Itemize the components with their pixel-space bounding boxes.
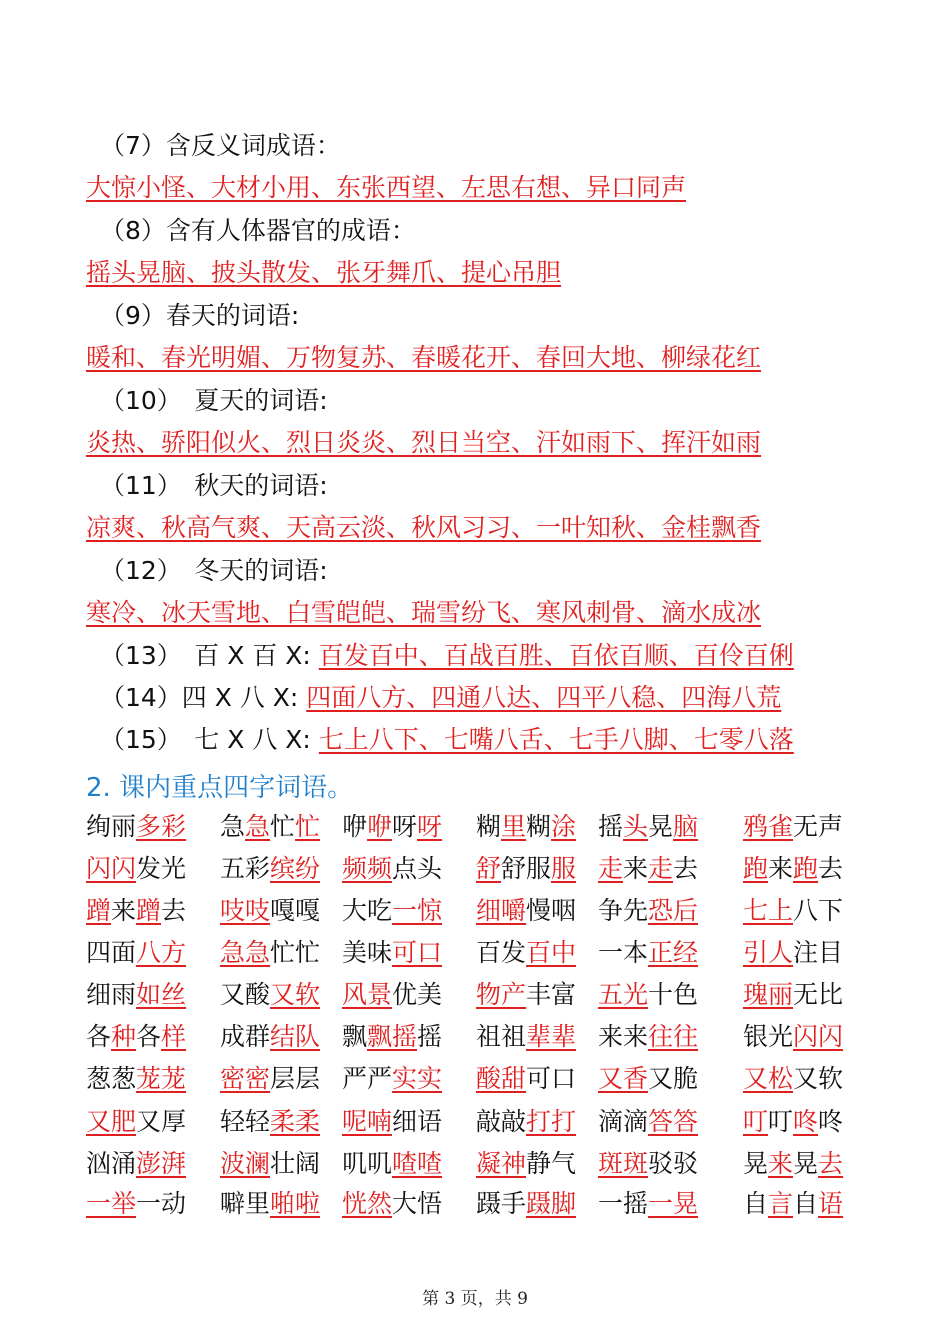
vocab-word xyxy=(342,852,442,886)
vocab-given-segment: 一本 xyxy=(598,938,649,967)
vocab-given-segment: 敲敲 xyxy=(476,1107,527,1136)
vocab-given-segment: 一动 xyxy=(136,1189,187,1218)
vocab-answer-segment: 舒 xyxy=(476,854,502,883)
vocab-given-segment: 严严 xyxy=(342,1064,393,1093)
vocab-word xyxy=(743,852,843,886)
vocab-answer-segment: 打打 xyxy=(526,1107,577,1136)
vocab-word xyxy=(598,1147,698,1181)
vocab-word xyxy=(342,1147,442,1181)
vocab-word xyxy=(220,810,320,844)
vocab-given-segment: 晃 xyxy=(743,1149,769,1178)
vocab-word xyxy=(476,1187,576,1221)
vocab-given-segment: 十色 xyxy=(648,980,699,1009)
vocab-word xyxy=(476,1062,576,1096)
vocab-given-segment: 细雨 xyxy=(86,980,137,1009)
vocab-answer-segment: 茏茏 xyxy=(136,1064,187,1093)
vocab-answer-segment: 凝神 xyxy=(476,1149,527,1178)
vocab-word xyxy=(476,1020,576,1054)
vocab-given-segment: 大悟 xyxy=(392,1189,443,1218)
vocab-word xyxy=(342,810,442,844)
vocab-answer-segment: 来 xyxy=(768,1149,794,1178)
vocab-answer-segment: 缤纷 xyxy=(270,854,321,883)
page-footer: 第 3 页，共 9 xyxy=(422,1289,528,1309)
pattern-14-label: （14）四 X 八 X: xyxy=(100,683,307,712)
vocab-word xyxy=(476,810,576,844)
vocab-answer-segment: 斑斑 xyxy=(598,1149,649,1178)
vocab-given-segment: 美味 xyxy=(342,938,393,967)
vocab-given-segment: 轻轻 xyxy=(220,1107,271,1136)
vocab-answer-segment: 又香 xyxy=(598,1064,649,1093)
vocab-word xyxy=(342,894,442,928)
section-12-answer: 寒冷、冰天雪地、白雪皑皑、瑞雪纷飞、寒风刺骨、滴水成冰 xyxy=(86,598,762,627)
vocab-given-segment: 一摇 xyxy=(598,1189,649,1218)
vocab-answer-segment: 七上 xyxy=(743,896,794,925)
vocab-answer-segment: 涂 xyxy=(551,812,577,841)
vocab-given-segment: 各 xyxy=(136,1022,162,1051)
vocab-given-segment: 蹑手 xyxy=(476,1189,527,1218)
vocab-given-segment: 丰富 xyxy=(526,980,577,1009)
vocab-word xyxy=(86,936,186,970)
vocab-answer-segment: 一惊 xyxy=(392,896,443,925)
pattern-15-label: （15） 七 X 八 X: xyxy=(100,725,319,754)
vocab-answer-segment: 酸甜 xyxy=(476,1064,527,1093)
pattern-14 xyxy=(100,682,781,714)
vocab-answer-segment: 密密 xyxy=(220,1064,271,1093)
vocab-given-segment: 急 xyxy=(220,812,246,841)
section-2-heading: 2. 课内重点四字词语。 xyxy=(86,773,354,803)
vocab-given-segment: 静气 xyxy=(526,1149,577,1178)
vocab-given-segment: 可口 xyxy=(526,1064,577,1093)
vocab-answer-segment: 风景 xyxy=(342,980,393,1009)
vocab-given-segment: 又酸 xyxy=(220,980,271,1009)
vocab-answer-segment: 去 xyxy=(818,1149,844,1178)
section-9-answer: 暖和、春光明媚、万物复苏、春暖花开、春回大地、柳绿花红 xyxy=(86,343,762,372)
vocab-answer-segment: 走 xyxy=(598,854,624,883)
vocab-answer-segment: 百中 xyxy=(526,938,577,967)
vocab-given-segment: 噼里 xyxy=(220,1189,271,1218)
vocab-given-segment: 绚丽 xyxy=(86,812,137,841)
vocab-word xyxy=(598,852,698,886)
vocab-given-segment: 注目 xyxy=(793,938,844,967)
vocab-answer-segment: 咚 xyxy=(793,1107,819,1136)
vocab-answer-segment: 闪闪 xyxy=(793,1022,844,1051)
vocab-given-segment: 银光 xyxy=(743,1022,794,1051)
vocab-answer-segment: 啪啦 xyxy=(270,1189,321,1218)
vocab-answer-segment: 又软 xyxy=(270,980,321,1009)
vocab-given-segment: 晃 xyxy=(648,812,674,841)
vocab-word xyxy=(598,936,698,970)
pattern-13 xyxy=(100,640,794,672)
vocab-word xyxy=(598,1062,698,1096)
vocab-given-segment: 来 xyxy=(111,896,137,925)
vocab-answer-segment: 头 xyxy=(623,812,649,841)
vocab-answer-segment: 恐后 xyxy=(648,896,699,925)
vocab-answer-segment: 飘摇 xyxy=(367,1022,418,1051)
vocab-answer-segment: 结队 xyxy=(270,1022,321,1051)
vocab-word xyxy=(220,1187,320,1221)
vocab-word xyxy=(86,1187,186,1221)
vocab-answer-segment: 多彩 xyxy=(136,812,187,841)
vocab-given-segment: 五彩 xyxy=(220,854,271,883)
vocab-word xyxy=(743,1020,843,1054)
vocab-given-segment: 四面 xyxy=(86,938,137,967)
vocab-given-segment: 各 xyxy=(86,1022,112,1051)
vocab-word xyxy=(342,936,442,970)
vocab-answer-segment: 可口 xyxy=(392,938,443,967)
vocab-answer-segment: 叮 xyxy=(743,1107,769,1136)
vocab-given-segment: 成群 xyxy=(220,1022,271,1051)
vocab-given-segment: 糊 xyxy=(526,812,552,841)
vocab-word xyxy=(220,1105,320,1139)
vocab-answer-segment: 闪闪 xyxy=(86,854,137,883)
vocab-given-segment: 去 xyxy=(673,854,699,883)
pattern-15-answer: 七上八下、七嘴八舌、七手八脚、七零八落 xyxy=(318,725,794,754)
vocab-word xyxy=(86,978,186,1012)
vocab-answer-segment: 正经 xyxy=(648,938,699,967)
vocab-word xyxy=(220,978,320,1012)
vocab-given-segment: 自 xyxy=(793,1189,819,1218)
vocab-given-segment: 自 xyxy=(743,1189,769,1218)
vocab-answer-segment: 跑 xyxy=(793,854,819,883)
vocab-given-segment: 去 xyxy=(818,854,844,883)
vocab-word xyxy=(342,1062,442,1096)
vocab-answer-segment: 喳喳 xyxy=(392,1149,443,1178)
vocab-answer-segment: 服 xyxy=(551,854,577,883)
vocab-given-segment: 争先 xyxy=(598,896,649,925)
vocab-given-segment: 飘 xyxy=(342,1022,368,1051)
vocab-word xyxy=(743,1062,843,1096)
vocab-word xyxy=(342,1187,442,1221)
pattern-15 xyxy=(100,724,794,756)
section-12-label: （12） 冬天的词语: xyxy=(100,556,328,585)
vocab-given-segment: 又厚 xyxy=(136,1107,187,1136)
vocab-given-segment: 慢咽 xyxy=(526,896,577,925)
vocab-given-segment: 咿 xyxy=(342,812,368,841)
section-11-label: （11） 秋天的词语: xyxy=(100,471,328,500)
vocab-word xyxy=(743,978,843,1012)
vocab-given-segment: 细语 xyxy=(392,1107,443,1136)
vocab-answer-segment: 八方 xyxy=(136,938,187,967)
vocab-answer-segment: 实实 xyxy=(392,1064,443,1093)
vocab-given-segment: 去 xyxy=(161,896,187,925)
pattern-14-answer: 四面八方、四通八达、四平八稳、四海八荒 xyxy=(306,683,782,712)
vocab-given-segment: 八下 xyxy=(793,896,844,925)
vocab-answer-segment: 辈辈 xyxy=(526,1022,577,1051)
vocab-given-segment: 无声 xyxy=(793,812,844,841)
vocab-answer-segment: 脑 xyxy=(673,812,699,841)
vocab-answer-segment: 言 xyxy=(768,1189,794,1218)
vocab-word xyxy=(476,1147,576,1181)
vocab-given-segment: 晃 xyxy=(793,1149,819,1178)
vocab-answer-segment: 瑰丽 xyxy=(743,980,794,1009)
vocab-word xyxy=(86,1147,186,1181)
vocab-answer-segment: 恍然 xyxy=(342,1189,393,1218)
vocab-answer-segment: 吱吱 xyxy=(220,896,271,925)
pattern-13-answer: 百发百中、百战百胜、百依百顺、百伶百俐 xyxy=(318,641,794,670)
vocab-answer-segment: 柔柔 xyxy=(270,1107,321,1136)
vocab-given-segment: 又脆 xyxy=(648,1064,699,1093)
vocab-answer-segment: 急急 xyxy=(220,938,271,967)
vocab-given-segment: 咚 xyxy=(818,1107,844,1136)
vocab-answer-segment: 鸦雀 xyxy=(743,812,794,841)
vocab-answer-segment: 种 xyxy=(111,1022,137,1051)
section-9-label: （9）春天的词语: xyxy=(100,301,300,330)
vocab-word xyxy=(743,1147,843,1181)
vocab-word xyxy=(86,1105,186,1139)
vocab-given-segment: 壮阔 xyxy=(270,1149,321,1178)
vocab-answer-segment: 物产 xyxy=(476,980,527,1009)
section-7-label: （7）含反义词成语： xyxy=(100,131,341,160)
vocab-given-segment: 又软 xyxy=(793,1064,844,1093)
vocab-answer-segment: 频频 xyxy=(342,854,393,883)
vocab-word xyxy=(220,852,320,886)
vocab-word xyxy=(598,978,698,1012)
vocab-given-segment: 摇 xyxy=(598,812,624,841)
vocab-answer-segment: 呀 xyxy=(417,812,443,841)
vocab-given-segment: 优美 xyxy=(392,980,443,1009)
vocab-answer-segment: 跑 xyxy=(743,854,769,883)
vocab-given-segment: 呀 xyxy=(392,812,418,841)
vocab-word xyxy=(598,894,698,928)
vocab-given-segment: 百发 xyxy=(476,938,527,967)
vocab-word xyxy=(476,936,576,970)
section-10-answer: 炎热、骄阳似火、烈日炎炎、烈日当空、汗如雨下、挥汗如雨 xyxy=(86,428,762,457)
vocab-word xyxy=(220,1147,320,1181)
vocab-answer-segment: 引人 xyxy=(743,938,794,967)
vocab-answer-segment: 里 xyxy=(501,812,527,841)
vocab-given-segment: 糊 xyxy=(476,812,502,841)
vocab-word xyxy=(743,810,843,844)
vocab-word xyxy=(220,1020,320,1054)
vocab-given-segment: 忙 xyxy=(270,812,296,841)
vocab-given-segment: 舒服 xyxy=(501,854,552,883)
vocab-word xyxy=(598,1187,698,1221)
vocab-answer-segment: 往往 xyxy=(648,1022,699,1051)
vocab-word xyxy=(342,1105,442,1139)
vocab-answer-segment: 一晃 xyxy=(648,1189,699,1218)
vocab-given-segment: 来来 xyxy=(598,1022,649,1051)
vocab-answer-segment: 咿 xyxy=(367,812,393,841)
vocab-answer-segment: 走 xyxy=(648,854,674,883)
vocab-given-segment: 叽叽 xyxy=(342,1149,393,1178)
vocab-answer-segment: 急 xyxy=(245,812,271,841)
vocab-answer-segment: 蹑脚 xyxy=(526,1189,577,1218)
vocab-word xyxy=(220,894,320,928)
vocab-answer-segment: 又松 xyxy=(743,1064,794,1093)
vocab-given-segment: 忙忙 xyxy=(270,938,321,967)
vocab-given-segment: 大吃 xyxy=(342,896,393,925)
vocab-given-segment: 滴滴 xyxy=(598,1107,649,1136)
vocab-given-segment: 无比 xyxy=(793,980,844,1009)
vocab-given-segment: 葱葱 xyxy=(86,1064,137,1093)
vocab-answer-segment: 语 xyxy=(818,1189,844,1218)
vocab-answer-segment: 五光 xyxy=(598,980,649,1009)
vocab-word xyxy=(476,1105,576,1139)
vocab-word xyxy=(342,1020,442,1054)
vocab-word xyxy=(476,894,576,928)
vocab-answer-segment: 样 xyxy=(161,1022,187,1051)
section-10-label: （10） 夏天的词语: xyxy=(100,386,328,415)
vocab-given-segment: 发光 xyxy=(136,854,187,883)
pattern-13-label: （13） 百 X 百 X: xyxy=(100,641,319,670)
vocab-given-segment: 来 xyxy=(768,854,794,883)
section-8-label: （8）含有人体器官的成语： xyxy=(100,216,416,245)
vocab-word xyxy=(220,1062,320,1096)
vocab-word xyxy=(743,1187,843,1221)
vocab-answer-segment: 忙 xyxy=(295,812,321,841)
vocab-word xyxy=(86,894,186,928)
vocab-word xyxy=(476,978,576,1012)
vocab-answer-segment: 呢喃 xyxy=(342,1107,393,1136)
vocab-word xyxy=(220,936,320,970)
vocab-answer-segment: 如丝 xyxy=(136,980,187,1009)
vocab-word xyxy=(598,1020,698,1054)
vocab-answer-segment: 一举 xyxy=(86,1189,137,1218)
vocab-given-segment: 汹涌 xyxy=(86,1149,137,1178)
vocab-word xyxy=(743,936,843,970)
vocab-word xyxy=(86,1062,186,1096)
vocab-given-segment: 来 xyxy=(623,854,649,883)
vocab-answer-segment: 蹭 xyxy=(86,896,112,925)
vocab-given-segment: 摇 xyxy=(417,1022,443,1051)
vocab-word xyxy=(598,1105,698,1139)
vocab-word xyxy=(86,1020,186,1054)
vocab-answer-segment: 澎湃 xyxy=(136,1149,187,1178)
vocab-answer-segment: 细嚼 xyxy=(476,896,527,925)
vocab-given-segment: 层层 xyxy=(270,1064,321,1093)
vocab-word xyxy=(476,852,576,886)
vocab-given-segment: 祖祖 xyxy=(476,1022,527,1051)
vocab-answer-segment: 蹭 xyxy=(136,896,162,925)
vocab-word xyxy=(598,810,698,844)
section-8-answer: 摇头晃脑、披头散发、张牙舞爪、提心吊胆 xyxy=(86,258,562,287)
vocab-answer-segment: 波澜 xyxy=(220,1149,271,1178)
vocab-word xyxy=(342,978,442,1012)
vocab-answer-segment: 又肥 xyxy=(86,1107,137,1136)
section-11-answer: 凉爽、秋高气爽、天高云淡、秋风习习、一叶知秋、金桂飘香 xyxy=(86,513,762,542)
vocab-answer-segment: 答答 xyxy=(648,1107,699,1136)
vocab-word xyxy=(86,852,186,886)
vocab-given-segment: 驳驳 xyxy=(648,1149,699,1178)
vocab-word xyxy=(743,1105,843,1139)
section-7-answer: 大惊小怪、大材小用、东张西望、左思右想、异口同声 xyxy=(86,173,687,202)
vocab-word xyxy=(743,894,843,928)
vocab-given-segment: 点头 xyxy=(392,854,443,883)
vocab-word xyxy=(86,810,186,844)
vocab-given-segment: 叮 xyxy=(768,1107,794,1136)
vocab-given-segment: 嘎嘎 xyxy=(270,896,321,925)
